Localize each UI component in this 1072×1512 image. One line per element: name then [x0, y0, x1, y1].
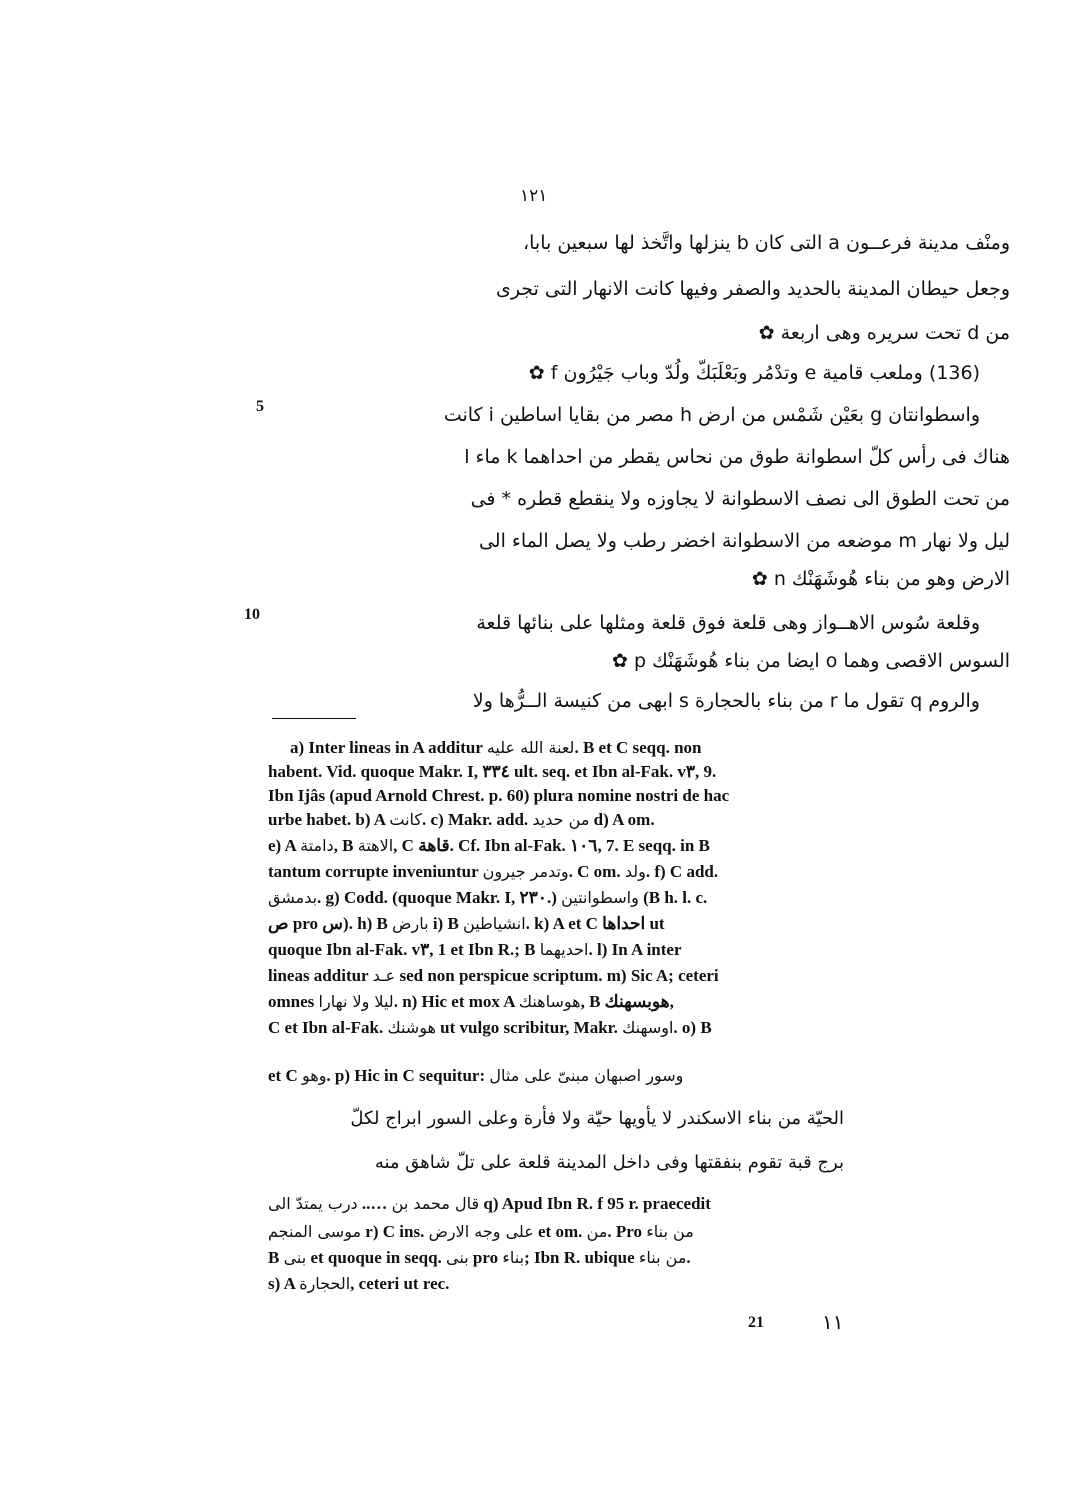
footnote-separator [272, 718, 356, 719]
main-text-line: واسطوانتان g بعَيْن شَمْس من ارض h مصر من بقايا اساطين i كانت [443, 404, 980, 426]
footnote-line: lineas additur عـد sed non perspicue scriptum. m) Sic A; ceteri [268, 966, 719, 985]
main-text-line: والروم q تقول ما r من بناء بالحجارة s ابهى من كنيسة الــرُّها ولا [472, 690, 980, 712]
footnote-line: B بنى et quoque in seqq. بنى pro بناء; Ibn R. ubique من بناء. [268, 1248, 691, 1267]
footnote-line: s) A الحجارة, ceteri ut rec. [268, 1274, 450, 1293]
footnote-line: Ibn Ijâs (apud Arnold Chrest. p. 60) plura nomine nostri de hac [268, 786, 730, 805]
main-text-line: الارض وهو من بناء هُوشَهَنْك n ✿ [751, 568, 1010, 590]
main-text-line: السوس الاقصى وهما o ايضا من بناء هُوشَهَنْك p ✿ [612, 650, 1010, 672]
main-text-line: من d تحت سريره وهى اربعة ✿ [758, 322, 1010, 344]
margin-line-number: 5 [256, 398, 264, 415]
margin-line-number: 10 [244, 606, 260, 623]
footnote-arabic-line: برج قبة تقوم بنفقتها وفى داخل المدينة قلعة على تلّ شاهق منه [374, 1152, 844, 1173]
footnote-line: بدمشق. g) Codd. (quoque Makr. I, ٢٣٠.) واسطوانتين (B h. l. c. [268, 888, 708, 907]
footnote-line: ص pro س). h) B بارض i) B انشياطين. k) A et C احداها ut [268, 914, 665, 933]
footnote-line: C et Ibn al-Fak. هوشنك ut vulgo scribitur, Makr. اوسهنك. o) B [268, 1018, 712, 1037]
footnote-line: قال محمد بن ….. درب يمتدّ الى q) Apud Ibn R. f 95 r. praecedit [268, 1194, 711, 1213]
footnote-line: موسى المنجم r) C ins. على وجه الارض et om. من. Pro من بناء [268, 1222, 694, 1241]
footnote-line: et C وهو. p) Hic in C sequitur: وسور اصبهان مبنىّ على مثال [268, 1066, 684, 1085]
main-text-line: من تحت الطوق الى نصف الاسطوانة لا يجاوزه ولا ينقطع قطره * فى [470, 488, 1010, 510]
main-text-line: هناك فى رأس كلّ اسطوانة طوق من نحاس يقطر من احداهما k ماء l [464, 446, 1010, 468]
main-text-line: ليل ولا نهار m موضعه من الاسطوانة اخضر رطب ولا يصل الماء الى [478, 530, 1010, 552]
footnote-line: quoque Ibn al-Fak. v٣, 1 et Ibn R.; B احديهما. l) In A inter [268, 940, 682, 959]
footnote-line: habent. Vid. quoque Makr. I, ٣٣٤ ult. seq. et Ibn al-Fak. v٣, 9. [268, 762, 717, 781]
sheet-signature-arabic: ١١ [822, 1310, 844, 1334]
footnote-line: a) Inter lineas in A additur لعنة الله عليه. B et C seqq. non [290, 738, 702, 757]
footnote-line: omnes ليلا ولا نهارا. n) Hic et mox A هوساهنك, B هوبسهنك, [268, 992, 674, 1011]
main-text-line: ومنْف مدينة فرعــون a التى كان b ينزلها واتَّخذ لها سبعين بابا، [523, 232, 1010, 254]
footnote-line: tantum corrupte inveniuntur وتدمر جيرون. C om. ولد. f) C add. [268, 862, 719, 881]
main-text-line: وقلعة سُوس الاهــواز وهى قلعة فوق قلعة ومثلها على بنائها قلعة [476, 612, 980, 634]
footnote-arabic-line: الحيّة من بناء الاسكندر لا يأويها حيّة ولا فأرة وعلى السور ابراج لكلّ [350, 1108, 844, 1129]
footnote-line: e) A دامتة, B الاهتة, C قاهة. Cf. Ibn al-Fak. ١٠٦, 7. E seqq. in B [268, 836, 710, 855]
sheet-signature-number: 21 [748, 1314, 764, 1331]
main-text-line: وجعل حيطان المدينة بالحديد والصفر وفيها كانت الانهار التى تجرى [495, 278, 1010, 300]
page-number: ١٢١ [520, 186, 548, 206]
main-text-line: (136) وملعب قامية e وتدْمُر وبَعْلَبَكّ ولُدّ وباب جَيْرُون f ✿ [528, 362, 980, 384]
footnote-line: urbe habet. b) A كانت. c) Makr. add. من حديد d) A om. [268, 810, 655, 829]
